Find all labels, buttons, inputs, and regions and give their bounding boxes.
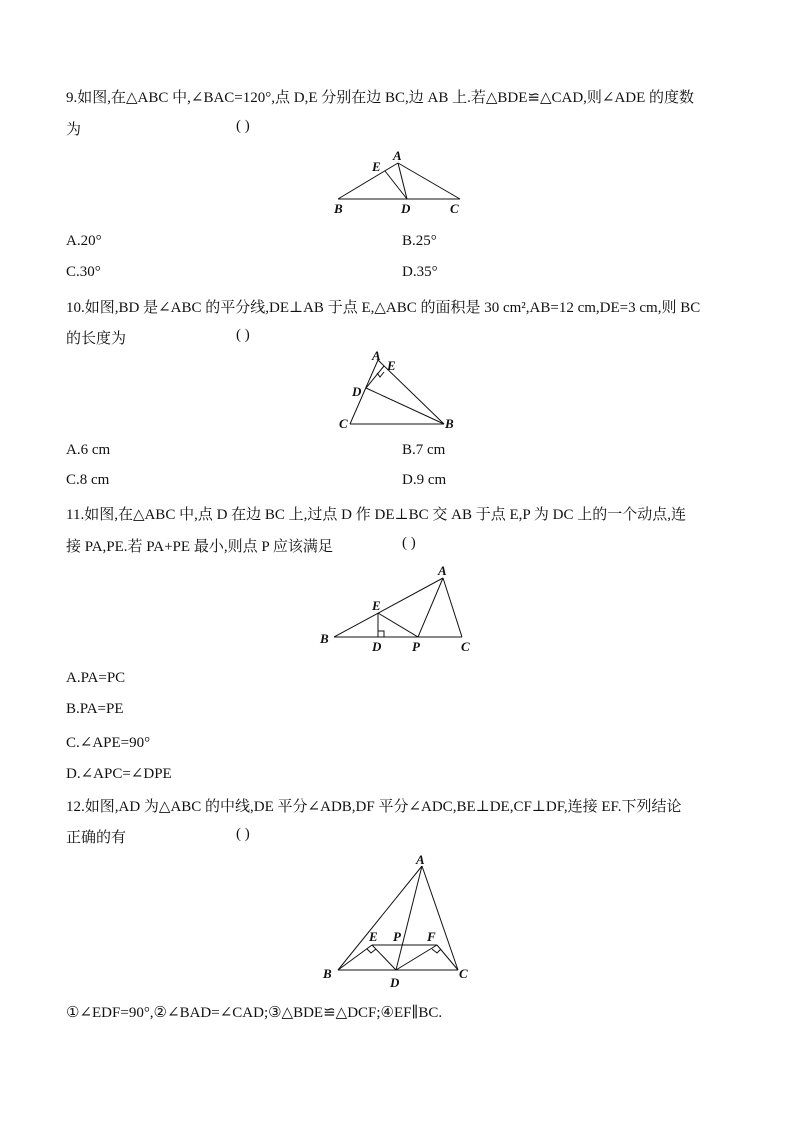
q12-label-f: F [427,929,436,944]
q9-option-a[interactable]: A.20° [66,233,102,249]
q9-figure [330,145,470,220]
q9-label-e: E [372,159,381,174]
q12-answer-paren: ( ) [236,826,250,842]
q9-option-b[interactable]: B.25° [402,233,437,249]
q12-label-a: A [416,852,425,867]
q10-label-b: B [445,416,454,431]
q10-option-d[interactable]: D.9 cm [402,472,447,488]
q11-answer-paren: ( ) [402,535,416,551]
q11-option-c[interactable]: C.∠APE=90° [66,735,151,751]
q12-label-d: D [390,975,400,990]
q10-label-a: A [372,348,381,363]
q10-stem-line1: 10.如图,BD 是∠ABC 的平分线,DE⊥AB 于点 E,△ABC 的面积是 30 cm²,AB=12 cm,DE=3 cm,则 BC [66,300,701,316]
q12-label-p: P [393,929,401,944]
q9-option-d[interactable]: D.35° [402,264,438,280]
q11-label-b: B [320,631,329,646]
q9-stem-line1: 9.如图,在△ABC 中,∠BAC=120°,点 D,E 分别在边 BC,边 AB 上.若△BDE≌△CAD,则∠ADE 的度数 [66,90,695,106]
q11-label-a: A [438,563,447,578]
q12-figure [318,848,478,993]
q12-stem-line2: 正确的有 [66,830,127,846]
q10-label-d: D [352,384,362,399]
q10-stem-line2: 的长度为 [66,331,127,347]
q9-stem-line2: 为 [66,122,82,138]
q9-label-b: B [334,201,343,216]
q11-stem-line2: 接 PA,PE.若 PA+PE 最小,则点 P 应该满足 [66,539,333,555]
q12-label-c: C [459,966,468,981]
q9-option-c[interactable]: C.30° [66,264,101,280]
q11-stem-line1: 11.如图,在△ABC 中,点 D 在边 BC 上,过点 D 作 DE⊥BC 交 AB 于点 E,P 为 DC 上的一个动点,连 [66,507,686,523]
q10-option-c[interactable]: C.8 cm [66,472,110,488]
q9-label-d: D [401,201,411,216]
q11-label-e: E [372,598,381,613]
q11-label-c: C [461,639,470,654]
q12-stem-line1: 12.如图,AD 为△ABC 的中线,DE 平分∠ADB,DF 平分∠ADC,BE⊥DE,CF⊥DF,连接 EF.下列结论 [66,799,682,815]
q9-label-c: C [450,201,459,216]
q10-answer-paren: ( ) [236,327,250,343]
q12-conclusions: ①∠EDF=90°,②∠BAD=∠CAD;③△BDE≌△DCF;④EF∥BC. [66,1005,443,1021]
q10-label-c: C [339,416,348,431]
q11-option-b[interactable]: B.PA=PE [66,701,124,717]
q10-figure [332,348,462,436]
q11-option-a[interactable]: A.PA=PC [66,670,126,686]
q11-figure [316,563,481,658]
q12-label-e: E [369,929,378,944]
q11-option-d[interactable]: D.∠APC=∠DPE [66,766,172,782]
q10-option-a[interactable]: A.6 cm [66,442,111,458]
q11-label-p: P [412,639,420,654]
q9-label-a: A [393,148,402,163]
q10-option-b[interactable]: B.7 cm [402,442,446,458]
q9-answer-paren: ( ) [236,118,250,134]
q11-label-d: D [372,639,382,654]
q10-label-e: E [387,358,396,373]
q12-label-b: B [323,966,332,981]
